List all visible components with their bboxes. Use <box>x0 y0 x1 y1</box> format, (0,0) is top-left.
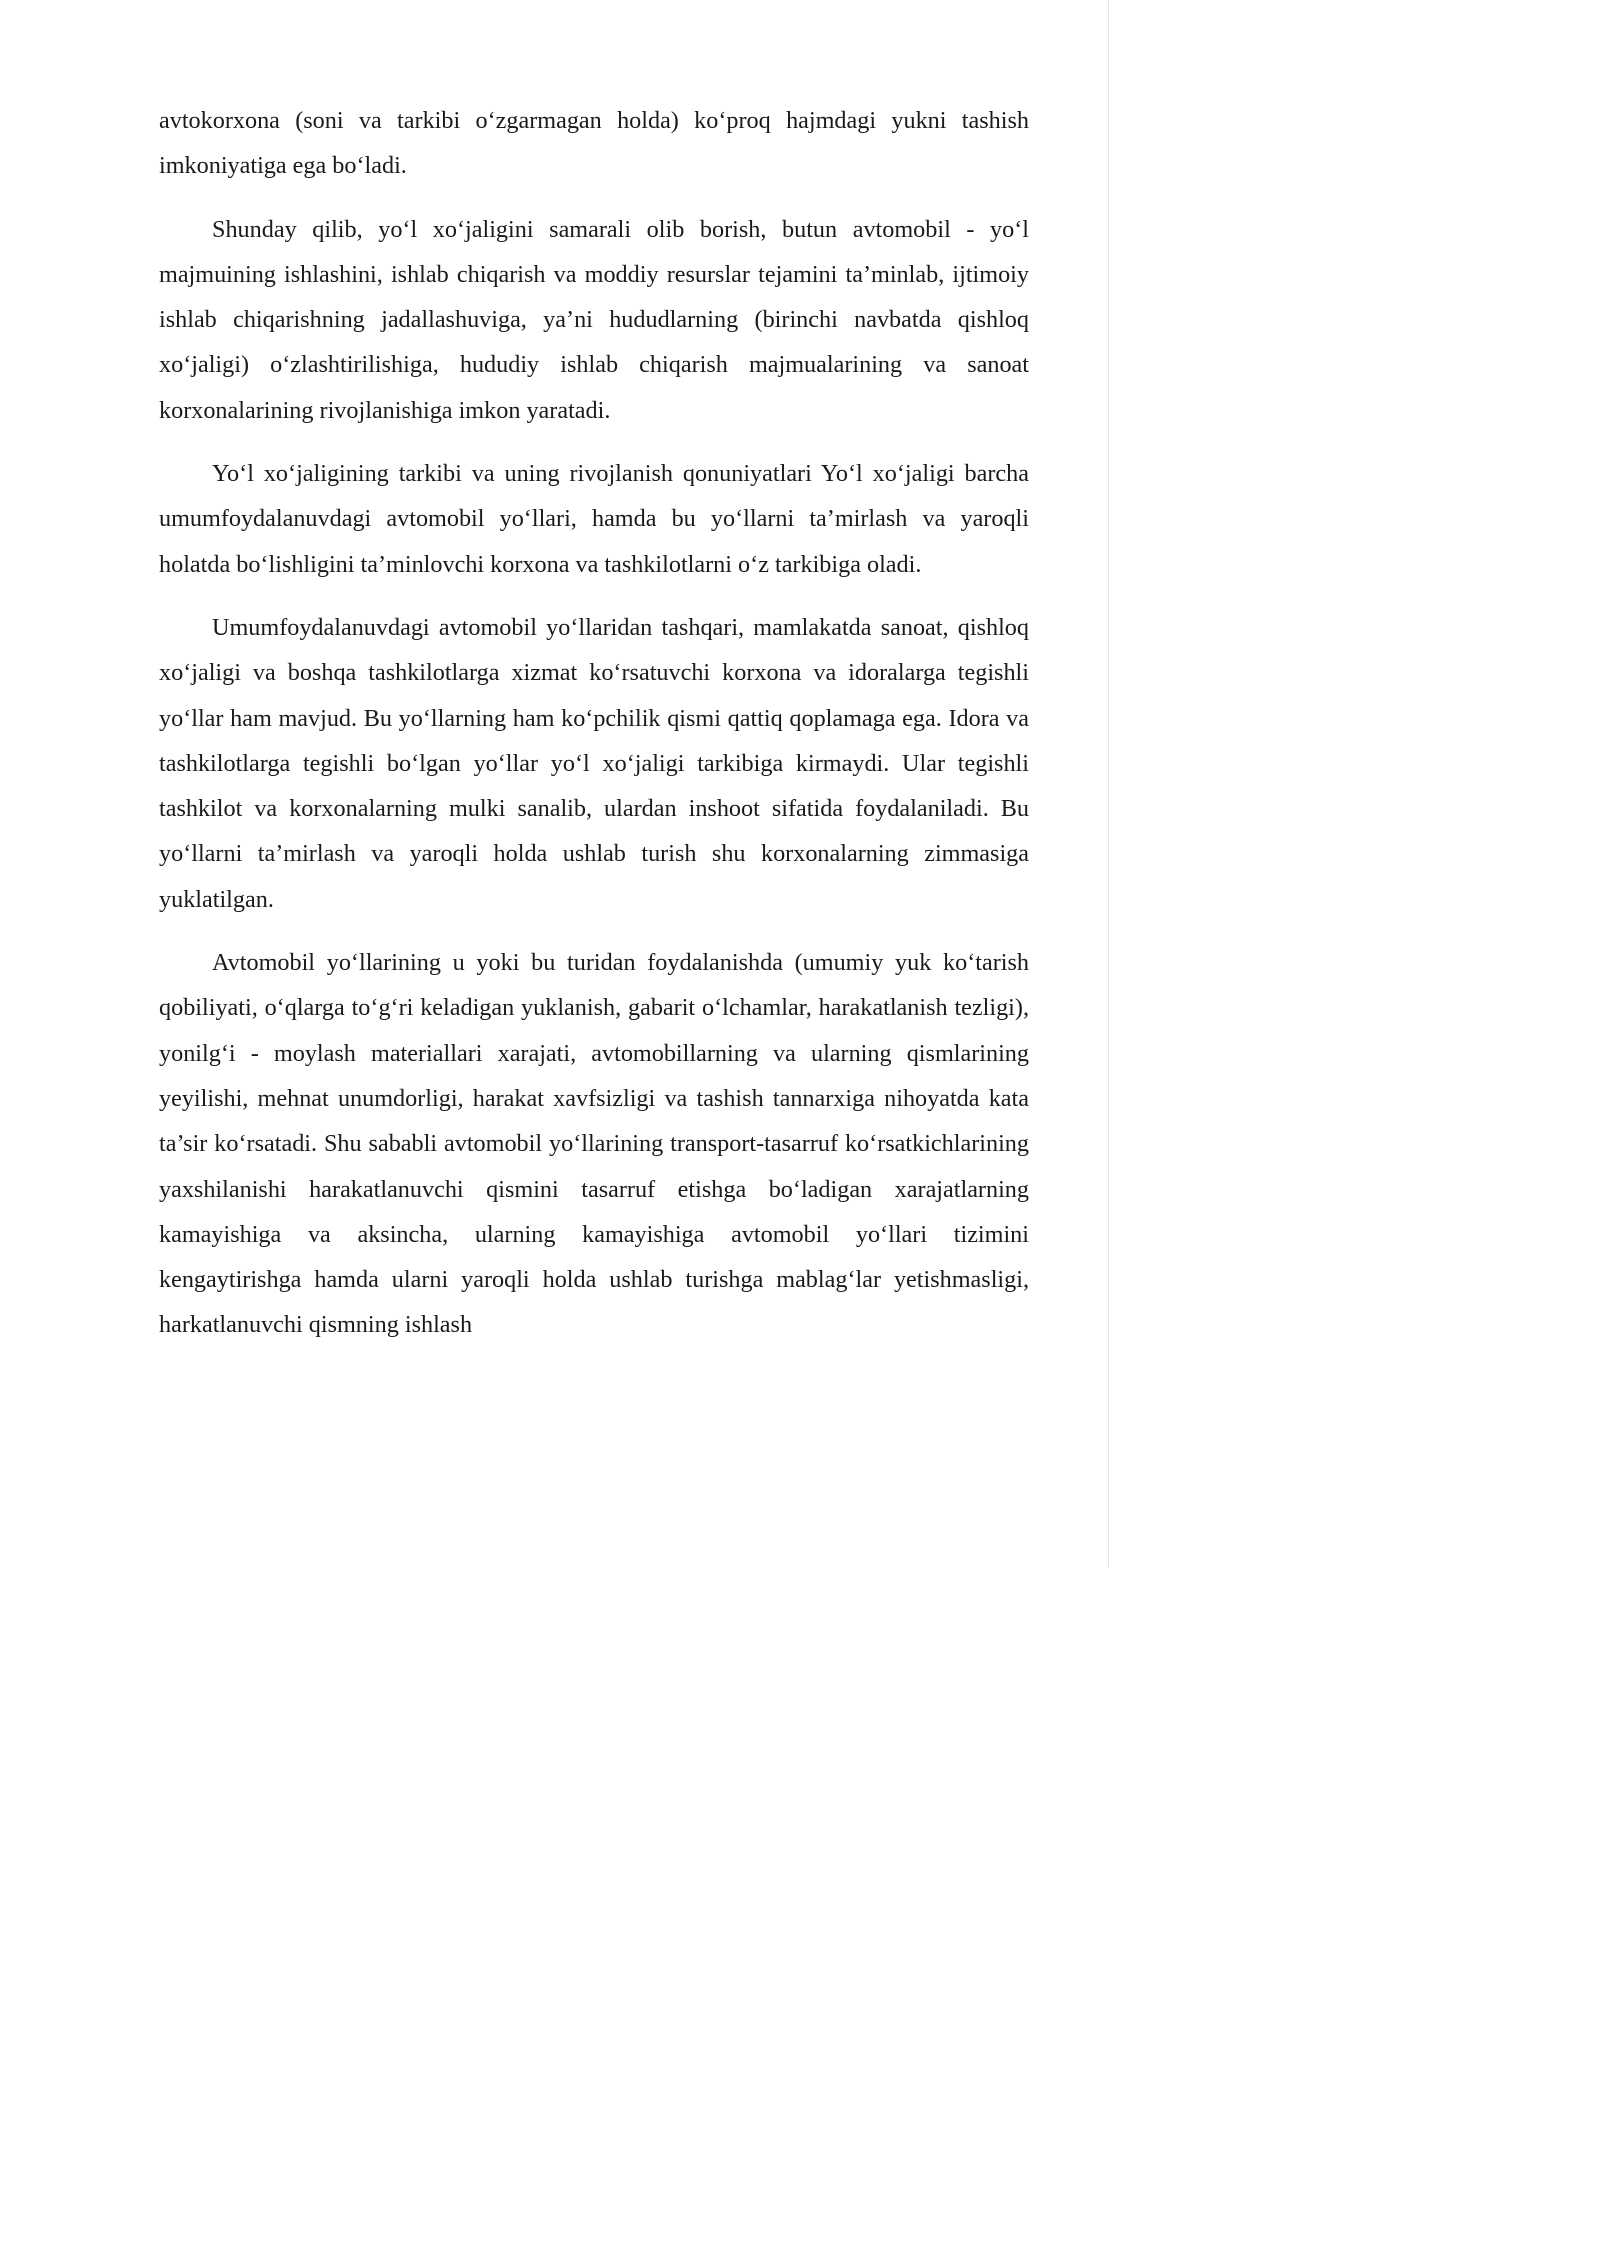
paragraph: Shunday qilib, yo‘l xo‘jaligini samarali olib borish, butun avtomobil - yo‘l majmuining ishlashini, ishlab chiqarish va moddiy resurslar tejamini ta’minlab, ijtimoiy ishlab chiqarishning jadallashuviga, ya’ni hududlarning (birinchi navbatda qishloq xo‘jaligi) o‘zlashtirilishiga, hududiy ishlab chiqarish majmualarining va sanoat korxonalarining rivojlanishiga imkon yaratadi. <box>159 215 1029 424</box>
paragraph-continuation: avtokorxona (soni va tarkibi o‘zgarmagan holda) ko‘proq hajmdagi yukni tashish imkoniyatiga ega bo‘ladi. <box>159 107 1029 180</box>
page-edge-divider <box>1108 0 1109 1568</box>
document-page <box>0 0 1109 1568</box>
paragraph: Umumfoydalanuvdagi avtomobil yo‘llaridan tashqari, mamlakatda sanoat, qishloq xo‘jaligi va boshqa tashkilotlarga xizmat ko‘rsatuvchi korxona va idoralarga tegishli yo‘llar ham mavjud. Bu yo‘llarning ham ko‘pchilik qismi qattiq qoplamaga ega. Idora va tashkilotlarga tegishli bo‘lgan yo‘llar yo‘l xo‘jaligi tarkibiga kirmaydi. Ular tegishli tashkilot va korxonalarning mulki sanalib, ulardan inshoot sifatida foydalaniladi. Bu yo‘llarni ta’mirlash va yaroqli holda ushlab turish shu korxonalarning zimmasiga yuklatilgan. <box>159 613 1029 913</box>
paragraph: Yo‘l xo‘jaligining tarkibi va uning rivojlanish qonuniyatlari Yo‘l xo‘jaligi barcha umumfoydalanuvdagi avtomobil yo‘llari, hamda bu yo‘llarni ta’mirlash va yaroqli holatda bo‘lishligini ta’minlovchi korxona va tashkilotlarni o‘z tarkibiga oladi. <box>159 460 1029 578</box>
paragraph: Avtomobil yo‘llarining u yoki bu turidan foydalanishda (umumiy yuk ko‘tarish qobiliyati, o‘qlarga to‘g‘ri keladigan yuklanish, gabarit o‘lchamlar, harakatlanish tezligi), yonilg‘i - moylash materiallari xarajati, avtomobillarning va ularning qismlarining yeyilishi, mehnat unumdorligi, harakat xavfsizligi va tashish tannarxiga nihoyatda kata ta’sir ko‘rsatadi. Shu sababli avtomobil yo‘llarining transport-tasarruf ko‘rsatkichlarining yaxshilanishi harakatlanuvchi qismini tasarruf etishga bo‘ladigan xarajatlarning kamayishiga va aksincha, ularning kamayishiga avtomobil yo‘llari tizimini kengaytirishga hamda ularni yaroqli holda ushlab turishga mablag‘lar yetishmasligi, harkatlanuvchi qismning ishlash <box>159 949 1029 1339</box>
document-body <box>159 98 1029 1366</box>
